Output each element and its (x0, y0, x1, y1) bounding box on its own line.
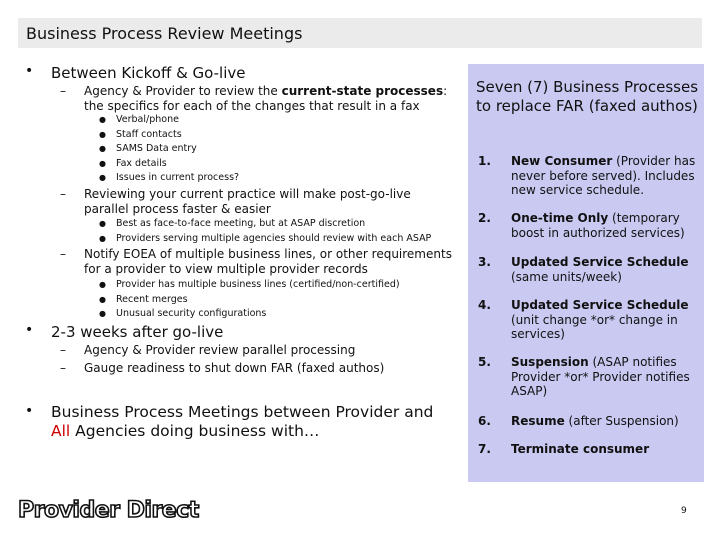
bullet-icon: ● (99, 309, 106, 318)
provider-direct-logo: Provider Direct (18, 498, 199, 523)
item1-pre: Agency & Provider to review the (84, 84, 282, 98)
bullet-icon: ● (99, 219, 106, 228)
process-name: New Consumer (511, 154, 613, 168)
process-desc: (temporary boost in authorized services) (511, 211, 685, 240)
section1-item1 (60, 84, 454, 114)
section1-item3 (60, 247, 464, 277)
sub-item (99, 232, 432, 247)
bullet-icon: ● (99, 294, 106, 304)
dash-icon: – (60, 361, 66, 375)
process-desc: (unit change *or* change in services) (511, 312, 678, 341)
bullet-icon: ● (99, 173, 106, 182)
sub-item-text: Issues in current process? (116, 172, 240, 183)
process-name: Updated Service Schedule (511, 298, 689, 312)
process-number: 5. (478, 355, 491, 369)
process-number: 3. (478, 255, 491, 269)
bullet-icon: ● (99, 158, 106, 168)
process-item (511, 154, 701, 198)
sub-item (99, 307, 267, 322)
bullet-icon: ● (99, 129, 106, 139)
process-name: One-time Only (511, 211, 609, 225)
process-number: 6. (478, 414, 491, 428)
page-number: 9 (681, 506, 687, 516)
dash-icon: – (60, 343, 66, 357)
sub-item (99, 157, 167, 172)
process-number: 1. (478, 154, 491, 168)
section1-item2 (60, 187, 434, 217)
sub-item-text: SAMS Data entry (116, 143, 197, 154)
panel-heading: Seven (7) Business Processes to replace FAR (faxed authos) (476, 78, 699, 115)
process-item (511, 211, 701, 240)
section3-post: Agencies doing business with… (70, 422, 320, 440)
section3 (25, 403, 441, 441)
sub-item-text: Staff contacts (116, 128, 182, 140)
business-processes-panel (468, 64, 704, 482)
process-name: Resume (511, 414, 565, 428)
section2-item-text: Agency & Provider review parallel processing (84, 343, 356, 357)
sub-item (99, 217, 366, 232)
item3-text: Notify EOEA of multiple business lines, or other requirements for a provider to view multiple provider records (84, 247, 452, 276)
sub-item-text: Provider has multiple business lines (certified/non-certified) (116, 279, 400, 290)
process-desc: (same units/week) (511, 269, 622, 284)
dash-icon: – (60, 84, 66, 98)
sub-item-text: Fax details (116, 157, 167, 169)
bullet-icon: ● (99, 233, 106, 243)
process-item (511, 298, 701, 342)
item2-text: Reviewing your current practice will make post-go-live parallel process faster & easier (84, 187, 411, 216)
item1-bold: current-state processes (281, 84, 444, 98)
bullet-icon: • (25, 63, 34, 79)
process-item (511, 355, 701, 399)
slide-title: Business Process Review Meetings (26, 24, 303, 43)
process-desc: (Provider has never before served). Includes new service schedule. (511, 154, 696, 197)
sub-item (99, 278, 400, 293)
sub-item-text: Unusual security configurations (116, 308, 267, 319)
section2-item-text: Gauge readiness to shut down FAR (faxed authos) (84, 361, 385, 375)
bullet-icon: • (25, 403, 34, 419)
sub-item (99, 171, 240, 186)
process-item (511, 414, 701, 429)
process-number: 2. (478, 211, 491, 225)
item1-post: : the specifics for each of the changes that result in a fax (84, 84, 448, 113)
process-desc: (after Suspension) (564, 414, 679, 428)
process-number: 7. (478, 442, 491, 456)
sub-item (99, 293, 188, 308)
section2-heading-text: 2-3 weeks after go-live (51, 323, 224, 341)
bullet-icon: • (25, 322, 34, 338)
process-name: Terminate consumer (511, 442, 650, 456)
sub-item-text: Verbal/phone (116, 114, 179, 125)
dash-icon: – (60, 187, 66, 201)
bullet-icon: ● (99, 115, 106, 124)
process-number: 4. (478, 298, 491, 312)
section1-heading-text: Between Kickoff & Go-live (51, 64, 246, 82)
section2-item (60, 361, 385, 376)
bullet-icon: ● (99, 144, 106, 153)
section2-heading (25, 322, 224, 341)
sub-item-text: Providers serving multiple agencies should review with each ASAP (116, 232, 432, 244)
process-desc: (ASAP notifies Provider *or* Provider notifies ASAP) (511, 355, 690, 398)
dash-icon: – (60, 247, 66, 261)
sub-item-text: Best as face-to-face meeting, but at ASAP discretion (116, 218, 366, 229)
section3-red: All (51, 422, 71, 440)
process-name: Updated Service Schedule (511, 255, 689, 269)
section2-item (60, 343, 356, 358)
sub-item (99, 128, 182, 143)
sub-item (99, 113, 179, 128)
section1-heading (25, 63, 246, 82)
bullet-icon: ● (99, 280, 106, 289)
process-item (511, 255, 701, 284)
sub-item-text: Recent merges (116, 293, 188, 305)
section3-pre: Business Process Meetings between Provider and (51, 403, 434, 421)
sub-item (99, 142, 197, 157)
process-item (511, 442, 701, 457)
process-name: Suspension (511, 355, 589, 369)
